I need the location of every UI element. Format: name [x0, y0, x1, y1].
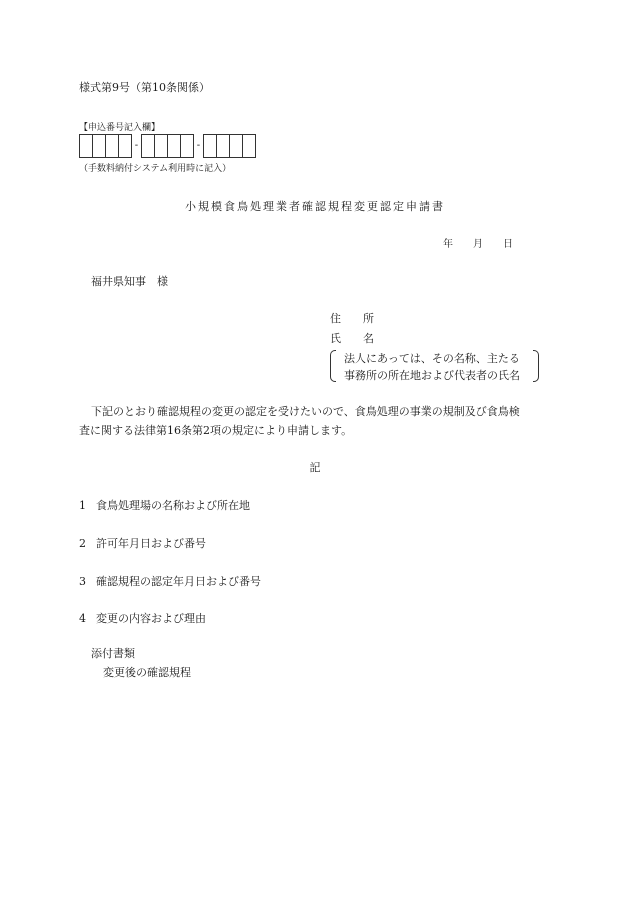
- item-text: 変更の内容および理由: [96, 612, 206, 625]
- left-bracket: [330, 350, 336, 382]
- application-number-box[interactable]: [167, 134, 181, 158]
- list-item: [79, 535, 206, 551]
- corporate-note-line: 法人にあっては、その名称、主たる: [344, 352, 520, 365]
- box-separator: -: [196, 140, 201, 151]
- item-number: 2: [79, 537, 86, 550]
- application-number-label: 【申込番号記入欄】: [79, 123, 161, 133]
- fee-system-note: （手数料納付システム利用時に記入）: [79, 164, 232, 174]
- item-number: 4: [79, 612, 86, 625]
- attachments-title: 添付書類: [91, 647, 135, 660]
- application-number-box[interactable]: [242, 134, 256, 158]
- body-text-line: 下記のとおり確認規程の変更の認定を受けたいので、食鳥処理の事業の規制及び食鳥検: [91, 405, 520, 418]
- document-title: 小規模食鳥処理業者確認規程変更認定申請書: [185, 200, 445, 213]
- name-label: 氏 名: [330, 332, 374, 345]
- application-number-box[interactable]: [92, 134, 106, 158]
- right-bracket: [533, 350, 539, 382]
- list-item: [79, 610, 206, 626]
- item-number: 1: [79, 499, 86, 512]
- application-number-box[interactable]: [79, 134, 93, 158]
- list-item: [79, 497, 250, 513]
- item-text: 確認規程の認定年月日および番号: [96, 575, 261, 588]
- attachment-item: 変更後の確認規程: [103, 666, 191, 679]
- body-text-line: 査に関する法律第16条第2項の規定により申請します。: [79, 424, 353, 437]
- application-number-box[interactable]: [141, 134, 155, 158]
- addressee: 福井県知事 様: [91, 275, 168, 288]
- month-label: 月: [473, 239, 483, 250]
- day-label: 日: [503, 239, 513, 250]
- list-item: [79, 573, 261, 589]
- item-text: 許可年月日および番号: [96, 537, 206, 550]
- application-number-box[interactable]: [216, 134, 230, 158]
- date-line: [443, 235, 513, 250]
- application-number-box[interactable]: [118, 134, 132, 158]
- application-number-box[interactable]: [154, 134, 168, 158]
- application-number-boxes: [79, 134, 255, 158]
- application-number-box[interactable]: [105, 134, 119, 158]
- application-number-box[interactable]: [203, 134, 217, 158]
- form-number-label: 様式第9号（第10条関係）: [79, 81, 210, 94]
- year-label: 年: [443, 239, 453, 250]
- address-label: 住 所: [330, 312, 374, 325]
- box-separator: -: [134, 140, 139, 151]
- item-number: 3: [79, 575, 86, 588]
- ki-heading: 記: [309, 461, 321, 474]
- item-text: 食鳥処理場の名称および所在地: [96, 499, 250, 512]
- application-number-box[interactable]: [180, 134, 194, 158]
- corporate-note-line: 事務所の所在地および代表者の氏名: [344, 369, 520, 382]
- application-number-box[interactable]: [229, 134, 243, 158]
